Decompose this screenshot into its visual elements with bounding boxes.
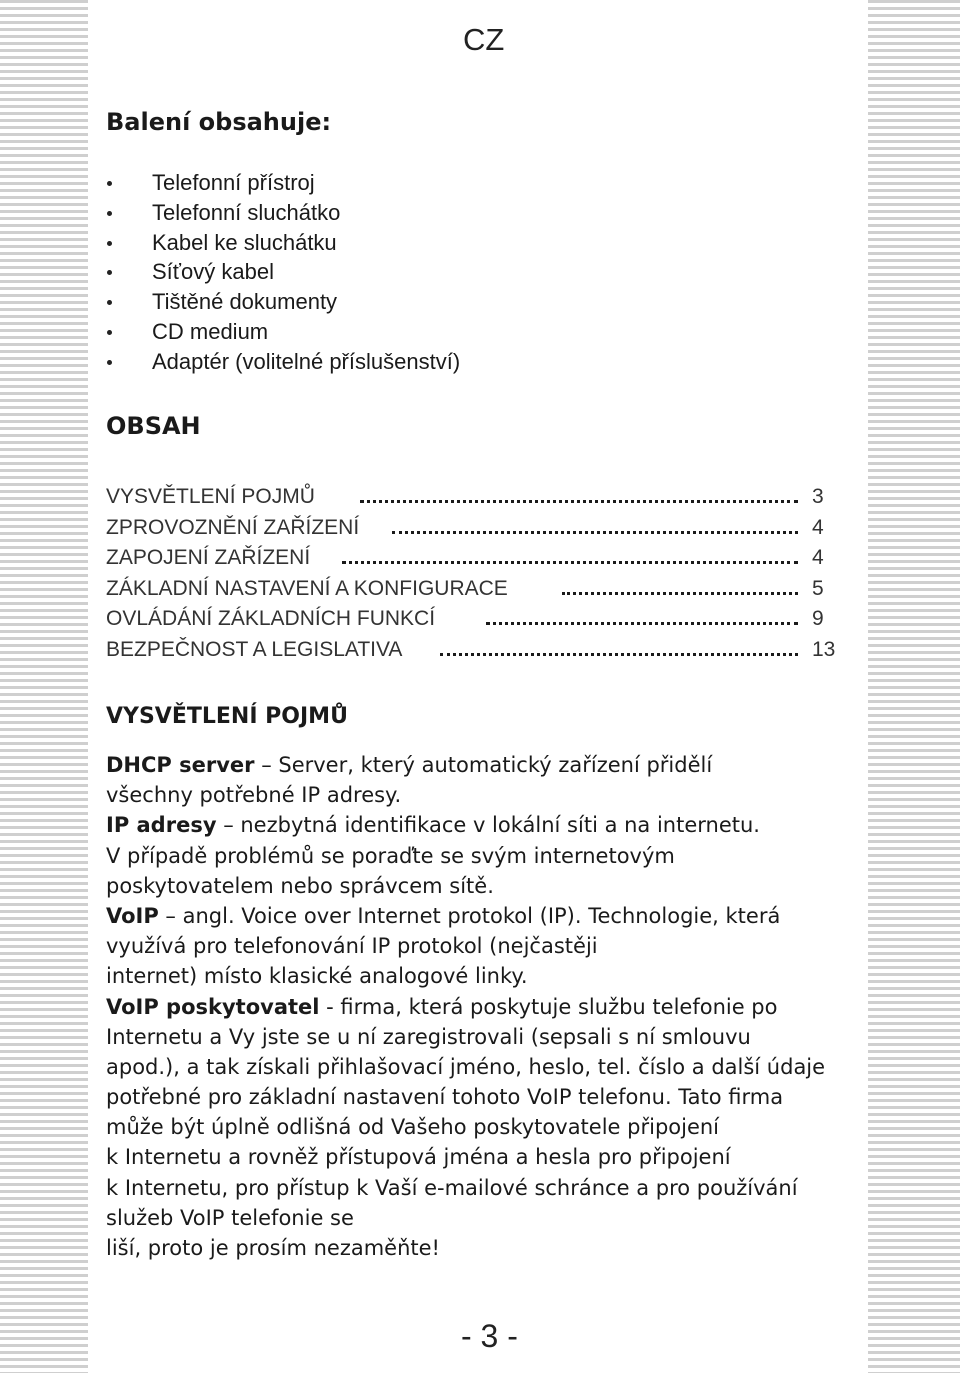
toc-entry[interactable]	[106, 574, 826, 605]
toc-entry[interactable]	[106, 543, 826, 574]
toc-entry-title: ZPROVOZNĚNÍ ZAŘÍZENÍ	[106, 515, 360, 539]
bullet-icon	[107, 270, 112, 275]
glossary-line: k Internetu a rovněž přístupová jména a hesla pro připojení	[106, 1145, 731, 1170]
glossary-heading: VYSVĚTLENÍ POJMŮ	[106, 704, 348, 729]
glossary-line: potřebné pro základní nastavení tohoto VoIP telefonu. Tato firma	[106, 1085, 784, 1110]
toc-entry[interactable]	[106, 635, 836, 666]
toc-dot-leader	[486, 622, 798, 625]
toc-entry-title: BEZPEČNOST A LEGISLATIVA	[106, 637, 403, 661]
toc-heading: OBSAH	[106, 412, 201, 440]
glossary-line: služeb VoIP telefonie se	[106, 1205, 354, 1230]
toc-entry-page: 3	[812, 485, 824, 508]
list-item: Tištěné dokumenty	[106, 287, 460, 317]
toc-entry-page: 4	[812, 546, 824, 570]
toc-dot-leader	[562, 592, 798, 595]
glossary-line: V případě problémů se poraďte se svým internetovým	[106, 843, 675, 868]
left-stripe-border	[0, 0, 88, 1373]
list-item: Telefonní sluchátko	[106, 198, 460, 228]
toc-entry-title: ZAPOJENÍ ZAŘÍZENÍ	[106, 546, 311, 570]
toc-entry-page: 9	[812, 607, 824, 631]
toc-entry-page: 13	[812, 637, 836, 661]
glossary-line: využívá pro telefonování IP protokol (nejčastěji	[106, 934, 598, 959]
glossary-line: IP adresy – nezbytná identifikace v lokální síti a na internetu.	[106, 813, 760, 838]
glossary-line: Internetu a Vy jste se u ní zaregistrovali (sepsali s ní smlouvu	[106, 1024, 751, 1049]
glossary-line: DHCP server – Server, který automatický zařízení přidělí	[106, 753, 713, 777]
glossary-term: IP adresy	[106, 813, 217, 838]
glossary-line: apod.), a tak získali přihlašovací jméno, heslo, tel. číslo a další údaje	[106, 1054, 826, 1079]
toc-dot-leader	[440, 653, 798, 656]
toc-entry-page: 5	[812, 576, 824, 600]
glossary-line: k Internetu, pro přístup k Vaší e-mailové schránce a pro používání	[106, 1175, 798, 1200]
bullet-icon	[107, 211, 112, 216]
glossary-line: VoIP poskytovatel - firma, která poskytuje službu telefonie po	[106, 994, 778, 1019]
toc-entry-title: OVLÁDÁNÍ ZÁKLADNÍCH FUNKCÍ	[106, 607, 436, 631]
list-item: Adaptér (volitelné příslušenství)	[106, 347, 460, 377]
glossary-term: VoIP	[106, 903, 159, 928]
glossary-line: VoIP – angl. Voice over Internet protokol (IP). Technologie, která	[106, 903, 781, 928]
language-code: CZ	[463, 22, 505, 57]
toc-entry[interactable]	[106, 482, 826, 513]
glossary-line: může být úplně odlišná od Vašeho poskytovatele připojení	[106, 1115, 720, 1140]
glossary-line: poskytovatelem nebo správcem sítě.	[106, 873, 494, 898]
package-contents-list	[106, 168, 460, 377]
glossary-text	[106, 750, 846, 1263]
glossary-line: všechny potřebné IP adresy.	[106, 783, 402, 808]
package-contents-heading: Balení obsahuje:	[106, 108, 332, 136]
toc-dot-leader	[392, 531, 798, 534]
list-item: CD medium	[106, 317, 460, 347]
toc-dot-leader	[360, 500, 798, 503]
bullet-icon	[107, 360, 112, 365]
bullet-icon	[107, 330, 112, 335]
list-item: Telefonní přístroj	[106, 168, 460, 198]
document-page	[88, 0, 868, 1373]
bullet-icon	[107, 300, 112, 305]
right-stripe-border	[868, 0, 960, 1373]
list-item: Kabel ke sluchátku	[106, 228, 460, 258]
glossary-line: internet) místo klasické analogové linky.	[106, 964, 528, 989]
glossary-line: liší, proto je prosím nezaměňte!	[106, 1236, 440, 1260]
glossary-term: DHCP server	[106, 753, 255, 777]
toc-entry-title: VYSVĚTLENÍ POJMŮ	[106, 485, 315, 508]
toc-entry-page: 4	[812, 515, 824, 539]
toc-entry[interactable]	[106, 604, 826, 635]
table-of-contents	[106, 482, 836, 666]
bullet-icon	[107, 241, 112, 246]
list-item: Síťový kabel	[106, 257, 460, 287]
bullet-icon	[107, 181, 112, 186]
toc-entry-title: ZÁKLADNÍ NASTAVENÍ A KONFIGURACE	[106, 576, 508, 600]
page-number: - 3 -	[461, 1318, 518, 1354]
glossary-term: VoIP poskytovatel	[106, 994, 320, 1019]
toc-entry[interactable]	[106, 513, 826, 544]
toc-dot-leader	[342, 561, 798, 564]
